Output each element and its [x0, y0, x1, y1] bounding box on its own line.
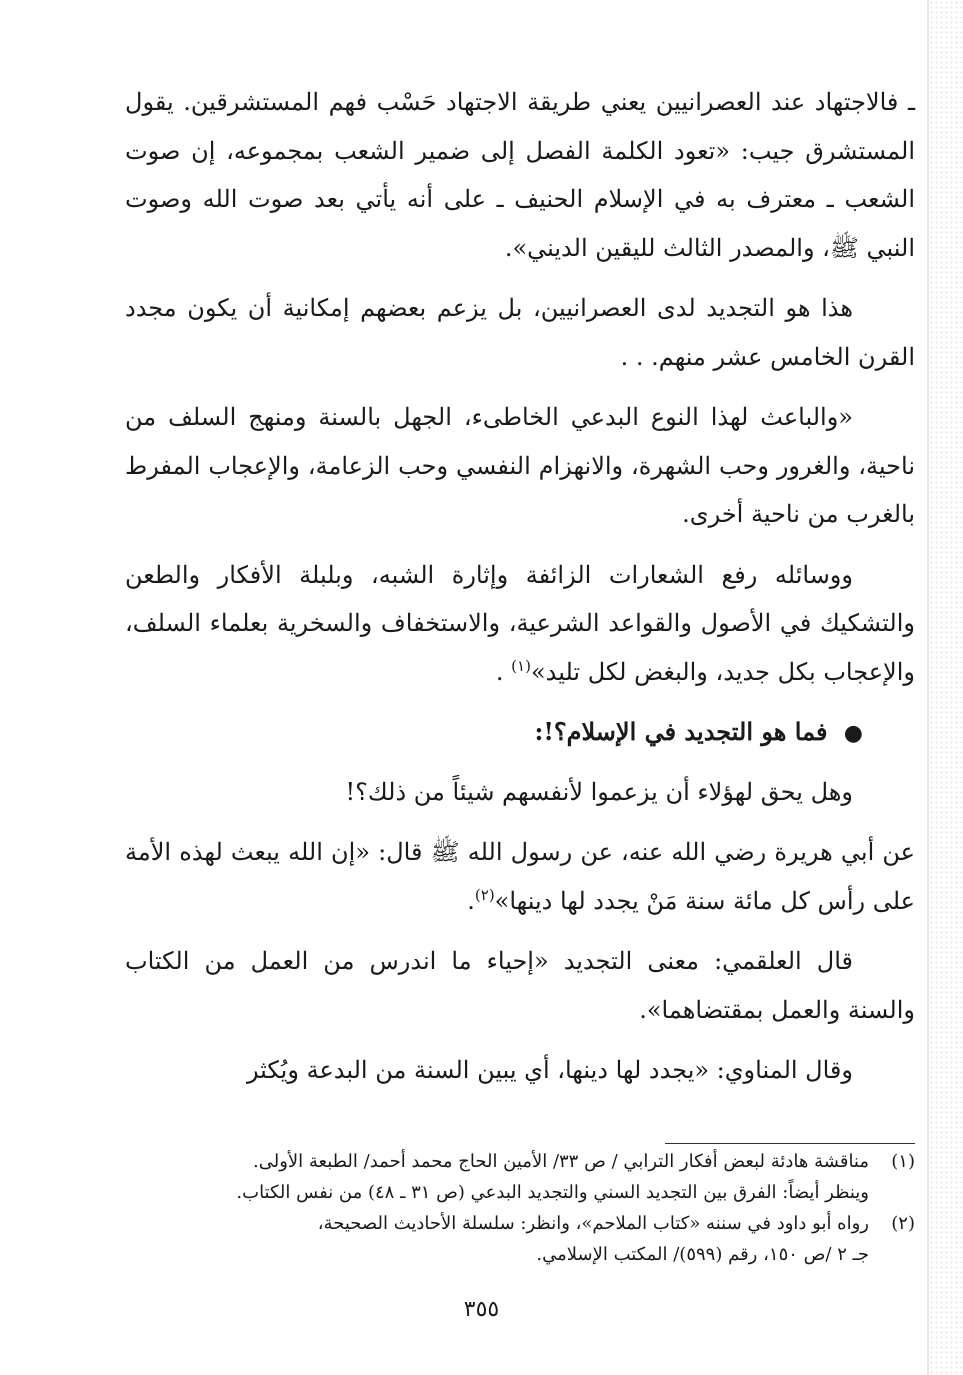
section-heading	[125, 708, 915, 758]
footnote-1	[125, 1146, 915, 1177]
paragraph-baith: «والباعث لهذا النوع البدعي الخاطىء، الجهل بالسنة ومنهج السلف من ناحية، والغرور وحب الشهرة، والانهزام النفسي وحب الزعامة، والإعجاب المفرط بالغرب من ناحية أخرى.	[125, 403, 915, 528]
page-number: ٣٥٥	[463, 1297, 500, 1322]
footnote-1-text: مناقشة هادئة لبعض أفكار الترابي / ص ٣٣/ الأمين الحاج محمد أحمد/ الطبعة الأولى.	[253, 1151, 869, 1172]
paragraph-hadith	[125, 828, 915, 925]
paragraph-wasail-text: ووسائله رفع الشعارات الزائفة وإثارة الشبه، وبلبلة الأفكار والطعن والتشكيك في الأصول والقواعد الشرعية، والاستخفاف والسخرية بعلماء السلف، والإعجاب بكل جديد، والبغض لكل تليد»	[125, 560, 915, 686]
paragraph-hadith-text: عن أبي هريرة رضي الله عنه، عن رسول الله ﷺ قال: «إن الله يبعث لهذه الأمة على رأس كل مائة سنة مَنْ يجدد لها دينها»	[125, 838, 915, 915]
paragraph-tajdid-asraniyyin: هذا هو التجديد لدى العصرانيين، بل يزعم بعضهم إمكانية أن يكون مجدد القرن الخامس عشر منهم. . .	[125, 294, 915, 371]
footnote-separator	[665, 1143, 915, 1144]
footnotes	[125, 1146, 915, 1270]
section-heading-text: فما هو التجديد في الإسلام؟!:	[534, 717, 828, 746]
paragraph-wasail	[125, 551, 915, 697]
footnote-2-continuation: جـ ٢ /ص ١٥٠، رقم (٥٩٩)/ المكتب الإسلامي.	[536, 1244, 869, 1265]
footnote-ref-1: (١)	[511, 656, 531, 675]
footnote-2	[125, 1208, 915, 1239]
paragraph-end-dot: .	[467, 886, 475, 915]
footnote-2-number: (٢)	[891, 1213, 915, 1234]
paragraph-munawi: وقال المناوي: «يجدد لها دينها، أي يبين السنة من البدعة ويُكثر	[246, 1056, 853, 1084]
footnote-1-continuation: وينظر أيضاً: الفرق بين التجديد السني والتجديد البدعي (ص ٣١ ـ ٤٨) من نفس الكتاب.	[236, 1182, 869, 1203]
footnote-2-text: رواه أبو داود في سننه «كتاب الملاحم»، وانظر: سلسلة الأحاديث الصحيحة،	[317, 1213, 869, 1234]
paragraph-question: وهل يحق لهؤلاء أن يزعموا لأنفسهم شيئاً من ذلك؟!	[345, 777, 853, 806]
paragraph-alqami: قال العلقمي: معنى التجديد «إحياء ما اندرس من العمل من الكتاب والسنة والعمل بمقتضاهما».	[125, 947, 915, 1024]
footnote-ref-2: (٢)	[474, 885, 495, 904]
paragraph-end-dot: .	[495, 657, 504, 686]
footnote-1-number: (١)	[891, 1151, 915, 1172]
scan-edge-noise	[929, 0, 963, 1375]
main-text	[125, 78, 915, 1107]
bullet-icon: ●	[843, 720, 863, 746]
paragraph-ijtihad: ـ فالاجتهاد عند العصرانيين يعني طريقة الاجتهاد حَسْب فهم المستشرقين. يقول المستشرق جيب: «تعود الكلمة الفصل إلى ضمير الشعب بمجموعه، إن صوت الشعب ـ معترف به في الإسلام الحنيف ـ على أنه يأتي بعد صوت الله وصوت النبي ﷺ، والمصدر الثالث لليقين الديني».	[125, 88, 915, 262]
